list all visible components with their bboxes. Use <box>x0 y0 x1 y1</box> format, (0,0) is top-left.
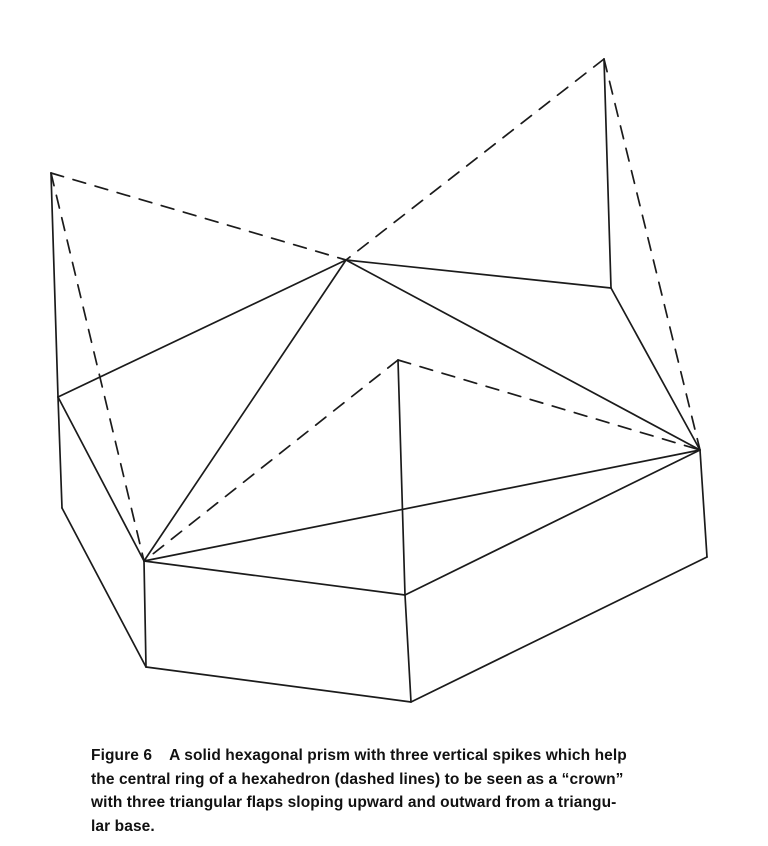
edge-tip_left-hex_back <box>51 173 346 260</box>
edge-hex_left-hex_back <box>58 260 346 397</box>
edge-tip_right-hex_back_right <box>604 59 611 288</box>
edge-base_left-base_front_left <box>62 508 146 667</box>
edge-tip_center-hex_front_left <box>144 360 398 561</box>
edge-tip_left-hex_left <box>51 173 58 397</box>
edge-hex_right-base_right <box>700 450 707 557</box>
edge-hex_left-base_left <box>58 397 62 508</box>
edge-hex_front_left-hex_left <box>58 397 144 561</box>
caption-text-1: A solid hexagonal prism with three vertical spikes which help <box>169 747 627 764</box>
edge-base_front_left-base_front <box>146 667 411 702</box>
figure-caption <box>91 744 701 838</box>
edge-hex_front_left-base_front_left <box>144 561 146 667</box>
edge-hex_right-hex_front_left <box>144 450 700 561</box>
edge-tip_right-hex_back <box>346 59 604 260</box>
figure-label: Figure 6 <box>91 747 153 764</box>
caption-line <box>91 744 701 768</box>
edge-tip_left-hex_front_left <box>51 173 144 561</box>
edge-base_front-base_right <box>411 557 707 702</box>
edge-hex_front_left-hex_back <box>144 260 346 561</box>
edge-hex_front-hex_front_left <box>144 561 405 595</box>
edge-tip_right-hex_right <box>604 59 700 450</box>
edge-hex_front-base_front <box>405 595 411 702</box>
edge-tip_center-hex_right <box>398 360 700 450</box>
caption-text-3: with three triangular flaps sloping upward and outward from a triangu- <box>91 794 617 812</box>
caption-text-4: lar base. <box>91 817 155 835</box>
edge-hex_right-hex_front <box>405 450 700 595</box>
edge-tip_center-hex_front <box>398 360 405 595</box>
caption-text-2: the central ring of a hexahedron (dashed lines) to be seen as a “crown” <box>91 770 624 788</box>
edge-hex_back-hex_back_right <box>346 260 611 288</box>
